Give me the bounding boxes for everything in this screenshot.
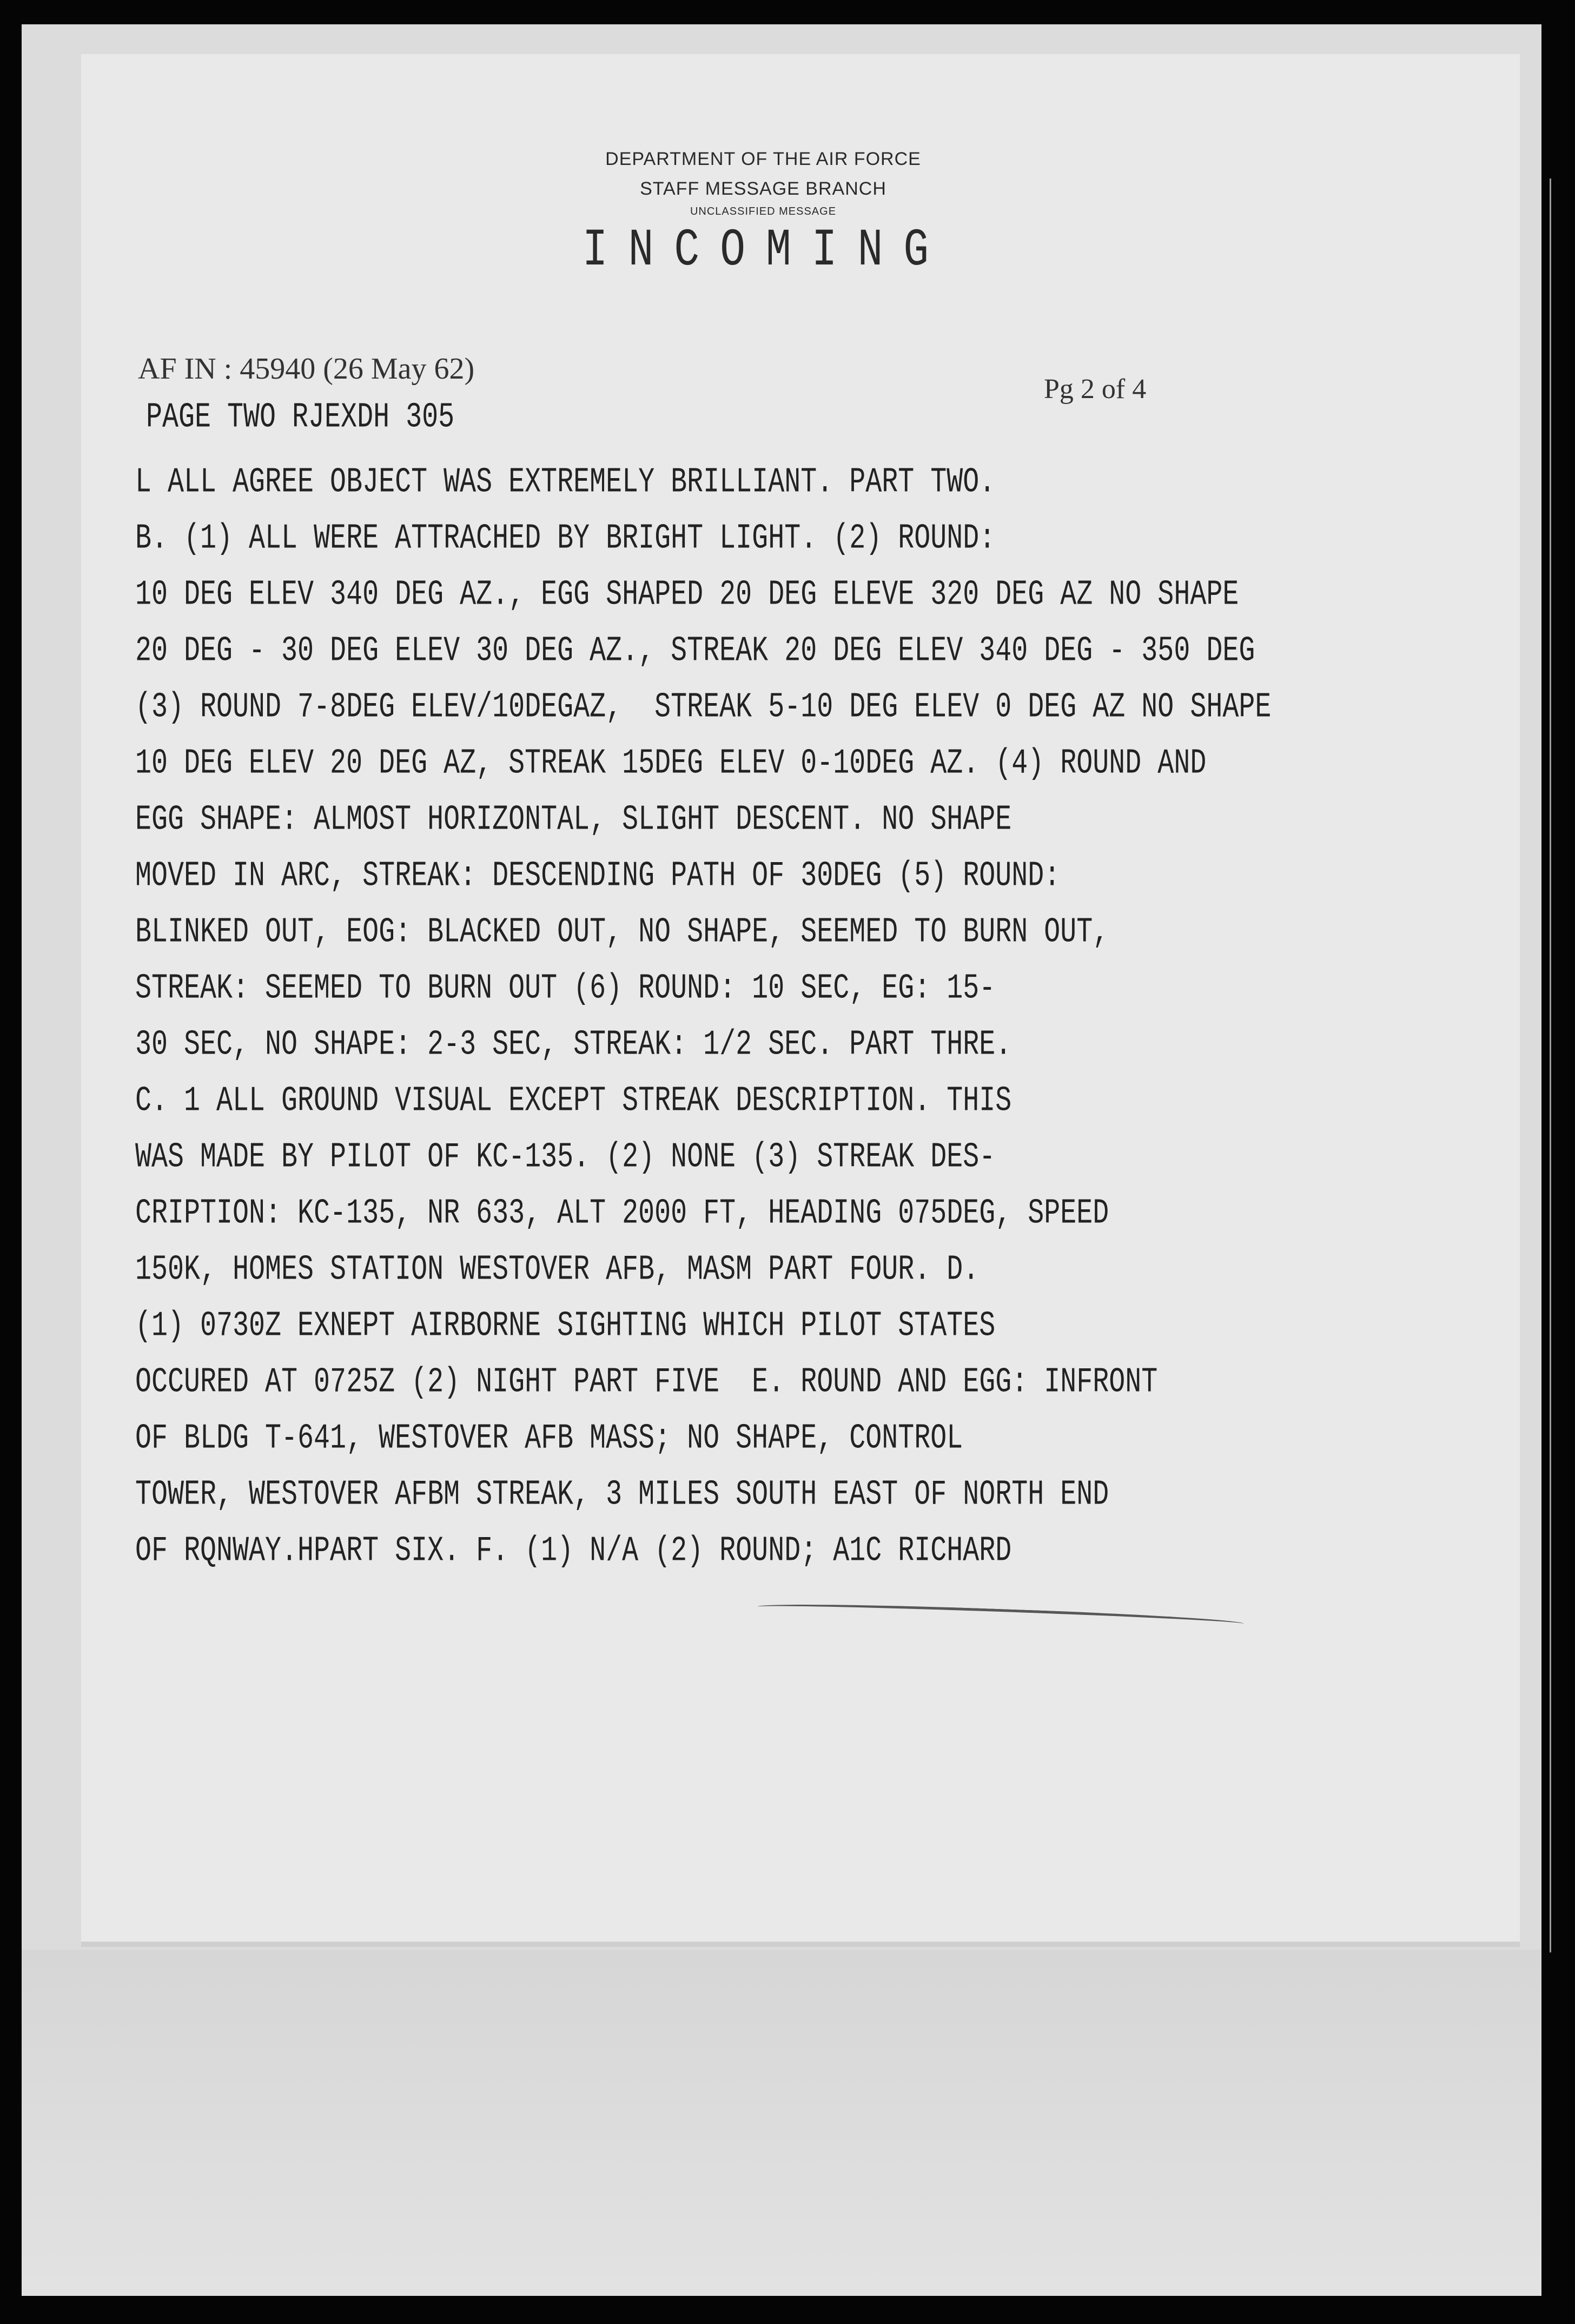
body-line: 10 DEG ELEV 340 DEG AZ., EGG SHAPED 20 DEG ELEVE 320 DEG AZ NO SHAPE xyxy=(135,575,1239,615)
branch-heading: STAFF MESSAGE BRANCH xyxy=(640,178,886,199)
body-line: 30 SEC, NO SHAPE: 2-3 SEC, STREAK: 1/2 SEC. PART THRE. xyxy=(135,1025,1012,1065)
body-line: OCCURED AT 0725Z (2) NIGHT PART FIVE E. ROUND AND EGG: INFRONT xyxy=(135,1362,1158,1403)
margin-rule xyxy=(1550,178,1551,1952)
af-in-number: AF IN : 45940 (26 May 62) xyxy=(138,352,475,386)
body-line: L ALL AGREE OBJECT WAS EXTREMELY BRILLIANT. PART TWO. xyxy=(135,462,996,503)
message-type-title: INCOMING xyxy=(582,221,950,281)
body-line: B. (1) ALL WERE ATTRACHED BY BRIGHT LIGHT. (2) ROUND: xyxy=(135,519,996,559)
body-line: STREAK: SEEMED TO BURN OUT (6) ROUND: 10 SEC, EG: 15- xyxy=(135,969,996,1009)
body-line: 10 DEG ELEV 20 DEG AZ, STREAK 15DEG ELEV 0-10DEG AZ. (4) ROUND AND xyxy=(135,744,1207,784)
body-line: EGG SHAPE: ALMOST HORIZONTAL, SLIGHT DESCENT. NO SHAPE xyxy=(135,800,1012,840)
body-line: WAS MADE BY PILOT OF KC-135. (2) NONE (3) STREAK DES- xyxy=(135,1137,996,1178)
body-line: OF BLDG T-641, WESTOVER AFB MASS; NO SHAPE, CONTROL xyxy=(135,1419,963,1459)
sheet-lower-margin xyxy=(22,1950,1541,2296)
page-number: Pg 2 of 4 xyxy=(1044,374,1147,405)
body-line: (3) ROUND 7-8DEG ELEV/10DEGAZ, STREAK 5-10 DEG ELEV 0 DEG AZ NO SHAPE xyxy=(135,687,1272,728)
message-body xyxy=(135,462,1271,1587)
body-line: C. 1 ALL GROUND VISUAL EXCEPT STREAK DESCRIPTION. THIS xyxy=(135,1081,1012,1122)
body-line: BLINKED OUT, EOG: BLACKED OUT, NO SHAPE, SEEMED TO BURN OUT, xyxy=(135,912,1109,953)
classification-label: UNCLASSIFIED MESSAGE xyxy=(690,206,837,217)
body-line: CRIPTION: KC-135, NR 633, ALT 2000 FT, HEADING 075DEG, SPEED xyxy=(135,1194,1109,1234)
body-line: MOVED IN ARC, STREAK: DESCENDING PATH OF 30DEG (5) ROUND: xyxy=(135,856,1061,897)
department-heading: DEPARTMENT OF THE AIR FORCE xyxy=(605,149,921,169)
body-line: 20 DEG - 30 DEG ELEV 30 DEG AZ., STREAK 20 DEG ELEV 340 DEG - 350 DEG xyxy=(135,631,1255,672)
body-line: OF RQNWAY.HPART SIX. F. (1) N/A (2) ROUND; A1C RICHARD xyxy=(135,1531,1012,1572)
page-routing-line: PAGE TWO RJEXDH 305 xyxy=(146,398,455,438)
body-line: 150K, HOMES STATION WESTOVER AFB, MASM PART FOUR. D. xyxy=(135,1250,980,1290)
body-line: (1) 0730Z EXNEPT AIRBORNE SIGHTING WHICH PILOT STATES xyxy=(135,1306,996,1347)
body-line: TOWER, WESTOVER AFBM STREAK, 3 MILES SOUTH EAST OF NORTH END xyxy=(135,1475,1109,1515)
